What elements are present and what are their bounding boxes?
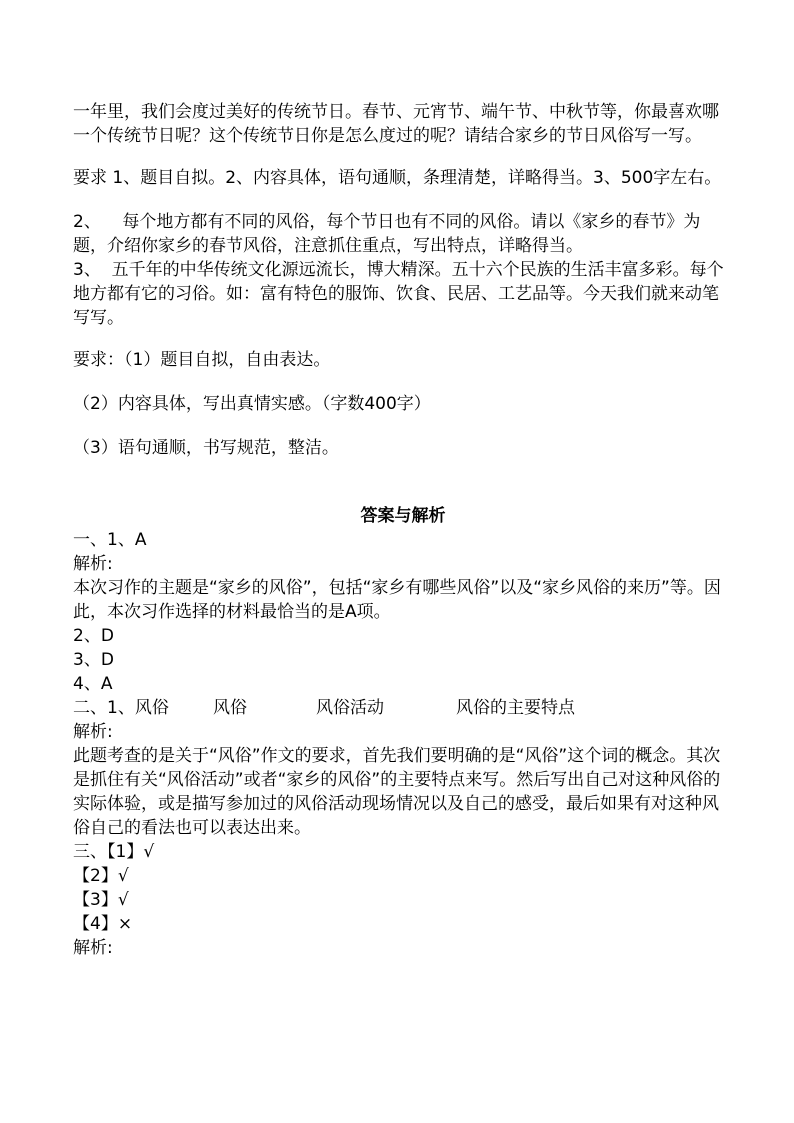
analysis-text-2: 此题考查的是关于“风俗”作文的要求，首先我们要明确的是“风俗”这个词的概念。其次是抓住有关“风俗活动”或者“家乡的风俗”的主要特点来写。然后写出自己对这种风俗的实际体验，或是描写参加过的风俗活动现场情况以及自己的感受，最后如果有对这种风俗自己的看法也可以表达出来。 [73,746,721,838]
q1-requirements: 要求 1、题目自拟。2、内容具体，语句通顺，条理清楚，详略得当。3、500字左右。 [73,168,722,188]
answer-1-2: 2、D [73,626,114,646]
q3-requirement-3: （3）语句通顺，书写规范，整洁。 [73,438,339,458]
answer-3-4: 【4】× [73,914,133,934]
analysis-label-1: 解析: [73,554,113,574]
blank-3: 风俗活动 [316,698,384,718]
answer-1-3: 3、D [73,650,114,670]
answer-2-blanks [73,696,733,720]
analysis-label-3: 解析: [73,938,113,958]
q2-text: 2、 每个地方都有不同的风俗，每个节日也有不同的风俗。请以《家乡的春节》为题，介绍你家乡的春节风俗，注意抓住重点，写出特点，详略得当。 [73,212,701,256]
q3-requirement-1: 要求：（1）题目自拟，自由表达。 [73,350,331,370]
blank-1: 二、1、风俗 [73,698,169,718]
analysis-text-1: 本次习作的主题是“家乡的风俗”，包括“家乡有哪些风俗”以及“家乡风俗的来历”等。因此，本次习作选择的材料最恰当的是A项。 [73,578,721,622]
analysis-label-2: 解析: [73,722,113,742]
answer-3-2: 【2】√ [73,866,129,886]
answer-3-3: 【3】√ [73,890,129,910]
answers-heading: 答案与解析 [360,506,446,526]
q3-text: 3、 五千年的中华传统文化源远流长，博大精深。五十六个民族的生活丰富多彩。每个地方都有它的习俗。如：富有特色的服饰、饮食、民居、工艺品等。今天我们就来动笔写写。 [73,260,724,328]
answer-1-4: 4、A [73,674,113,694]
blank-2: 风俗 [213,698,247,718]
q3-requirement-2: （2）内容具体，写出真情实感。（字数400字） [73,394,431,414]
answer-1-1: 一、1、A [73,530,147,550]
q1-intro: 一年里，我们会度过美好的传统节日。春节、元宵节、端午节、中秋节等，你最喜欢哪一个传统节日呢？这个传统节日你是怎么度过的呢？请结合家乡的节日风俗写一写。 [73,102,719,146]
blank-4: 风俗的主要特点 [456,698,575,718]
document-page [73,100,733,960]
answer-3-1: 三、【1】√ [73,842,155,862]
